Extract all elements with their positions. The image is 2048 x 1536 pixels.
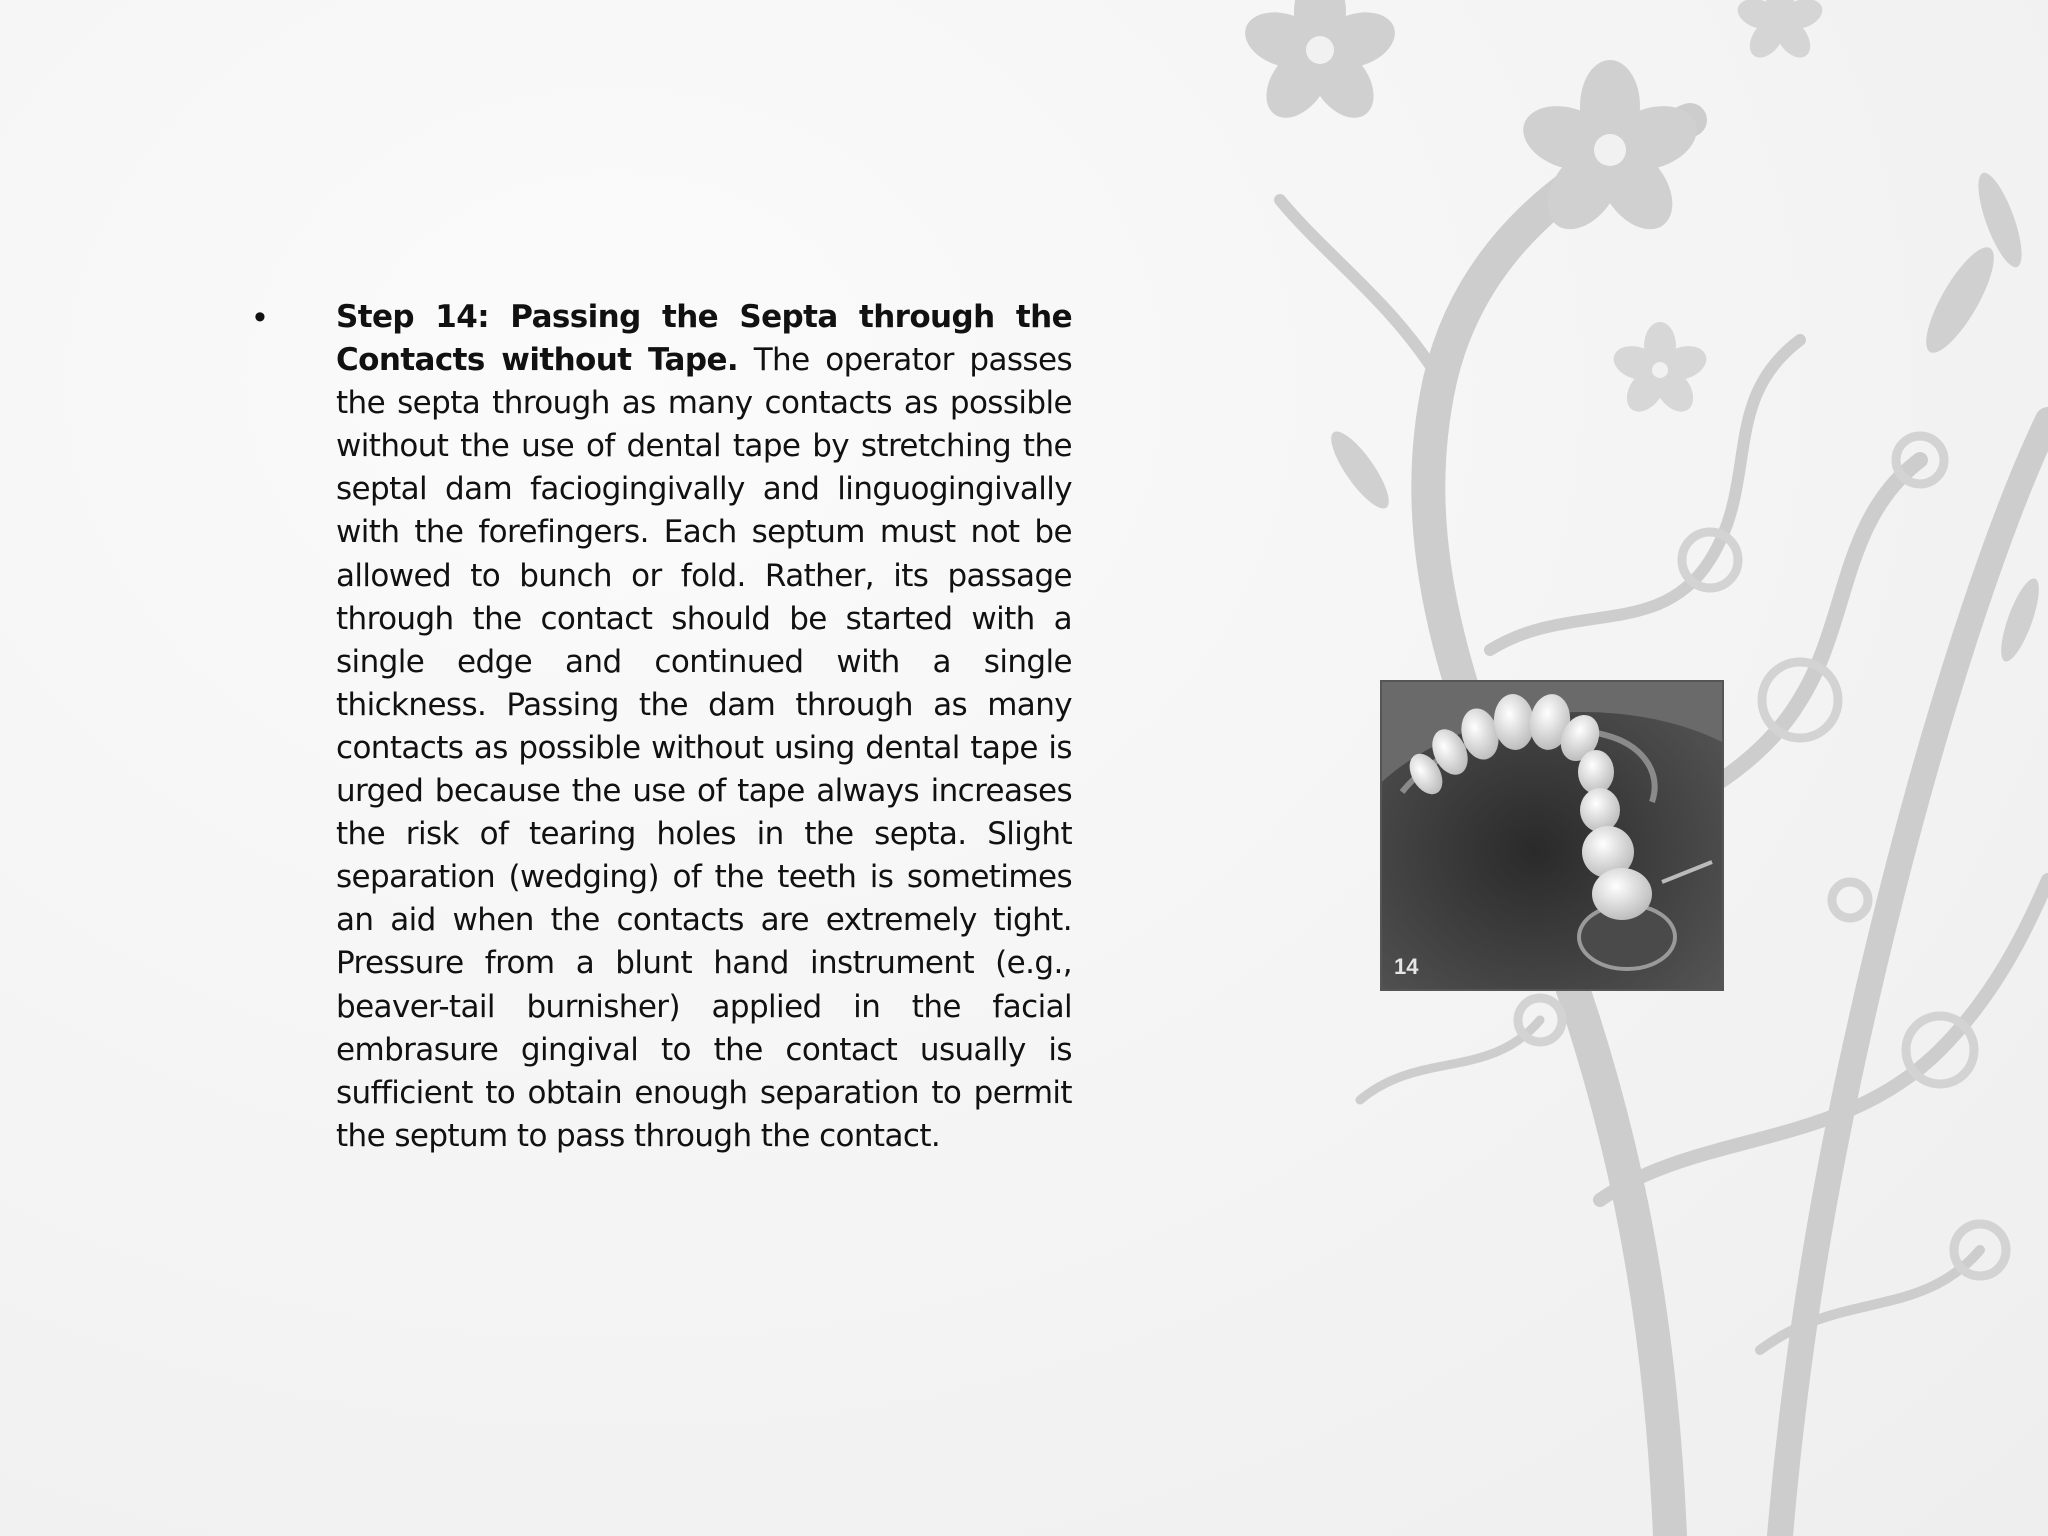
step-paragraph bbox=[336, 296, 1072, 1158]
bullet-marker: • bbox=[254, 298, 266, 336]
step-title: Step 14: Passing the Septa through the Contacts without Tape. bbox=[336, 299, 1072, 379]
figure-number: 14 bbox=[1394, 954, 1419, 979]
step-body: The operator passes the septa through as many contacts as possible without the use of dental tape by stretching the septal dam faciogingivally and linguogingivally with the forefingers. Each septum must not be allowed to bunch or fold. Rather, its passage through the contact should be started with a single edge and continued with a single thickness. Passing the dam through as many contacts as possible without using dental tape is urged because the use of tape always increases the risk of tearing holes in the septa. Slight separation (wedging) of the teeth is sometimes an aid when the contacts are extremely tight. Pressure from a blunt hand instrument (e.g., beaver-tail burnisher) applied in the facial embrasure gingival to the contact usually is sufficient to obtain enough separation to permit the septum to pass through the contact. bbox=[336, 342, 1072, 1154]
dental-dam-photo bbox=[1380, 680, 1724, 991]
teeth-arch-image bbox=[1382, 682, 1722, 989]
bullet-list-item bbox=[254, 296, 1072, 1158]
